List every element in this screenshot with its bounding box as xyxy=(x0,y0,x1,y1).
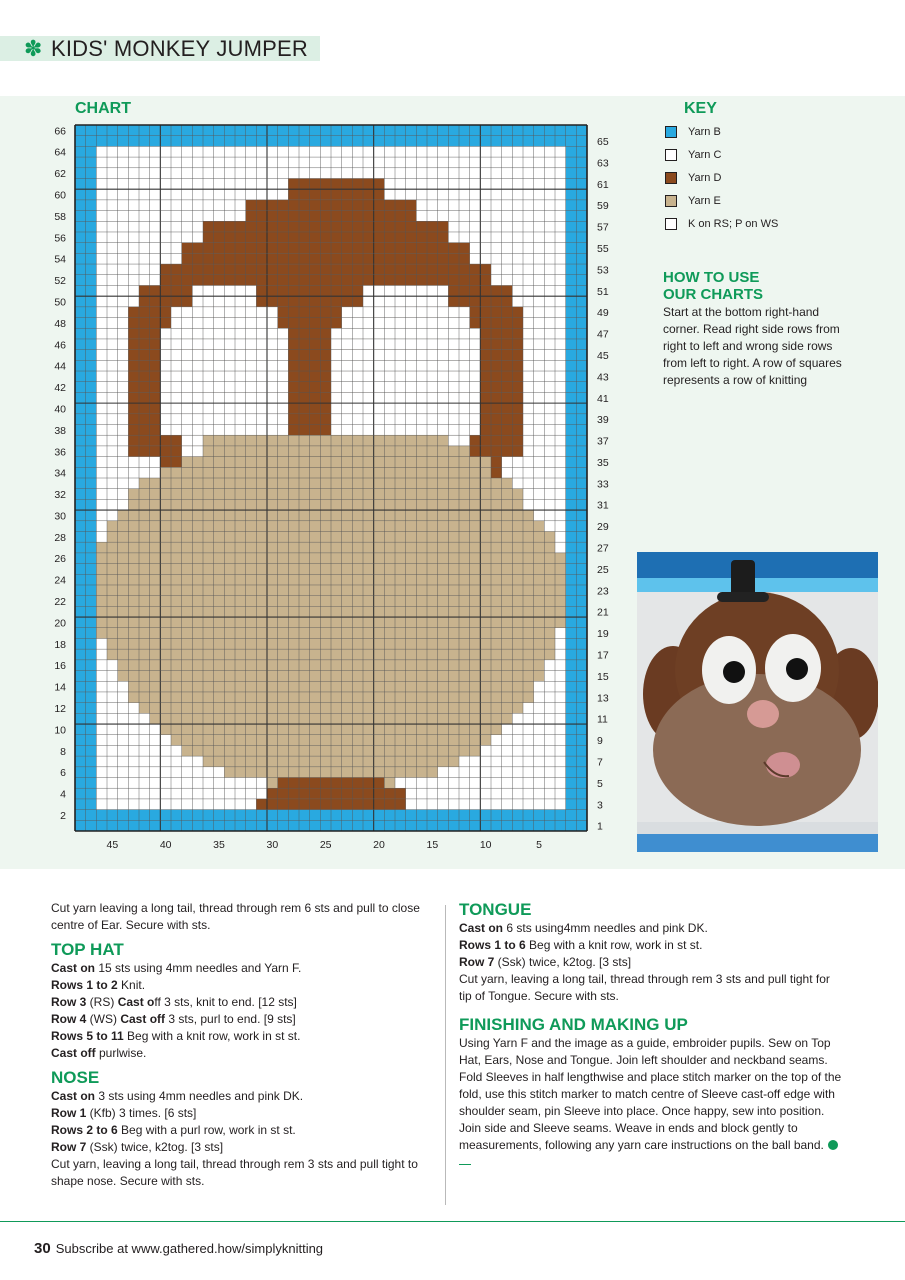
key-heading: KEY xyxy=(684,100,717,117)
column-label: 15 xyxy=(426,839,439,851)
row-label-left: 56 xyxy=(54,232,66,245)
row-label-left: 44 xyxy=(54,360,66,373)
end-mark-line xyxy=(459,1164,471,1165)
row-label-right: 43 xyxy=(597,371,609,384)
row-label-left: 6 xyxy=(60,767,66,780)
row-label-right: 59 xyxy=(597,200,609,213)
row-label-left: 32 xyxy=(54,489,66,502)
row-label-right: 15 xyxy=(597,670,609,683)
row-label-left: 40 xyxy=(54,403,66,416)
page-title: KIDS' MONKEY JUMPER xyxy=(51,36,308,61)
face-cell xyxy=(160,467,491,478)
key-swatch-icon xyxy=(665,149,677,161)
row-label-left: 64 xyxy=(54,146,66,159)
face-cell xyxy=(96,628,555,639)
row-label-right: 5 xyxy=(597,777,603,790)
row-label-right: 17 xyxy=(597,649,609,662)
row-label-left: 46 xyxy=(54,339,66,352)
page-footer xyxy=(34,1240,323,1257)
hair-cell xyxy=(288,189,384,200)
top-hat-line: Rows 5 to 11 Beg with a knit row, work in st st. xyxy=(51,1029,301,1043)
row-label-left: 26 xyxy=(54,553,66,566)
row-label-right: 19 xyxy=(597,628,609,641)
footer-text: Subscribe at www.gathered.how/simplyknitting xyxy=(55,1241,324,1256)
row-label-left: 22 xyxy=(54,596,66,609)
left-column xyxy=(51,900,433,1190)
row-label-left: 60 xyxy=(54,189,66,202)
row-label-right: 7 xyxy=(597,756,603,769)
row-label-left: 12 xyxy=(54,702,66,715)
row-label-left: 66 xyxy=(54,125,66,138)
face-cell xyxy=(139,478,512,489)
face-cell xyxy=(203,446,470,457)
row-label-right: 31 xyxy=(597,499,609,512)
key-swatch-icon xyxy=(665,126,677,138)
row-label-left: 54 xyxy=(54,253,66,266)
how-to-body: Start at the bottom right-hand corner. Read right side rows from right to left and wrong side rows from left to right. A row of squares represents a row of knitting xyxy=(663,305,842,387)
row-label-left: 24 xyxy=(54,574,66,587)
row-label-right: 49 xyxy=(597,307,609,320)
nose-line: Cut yarn, leaving a long tail, thread through rem 3 sts and pull tight to shape nose. Secure with sts. xyxy=(51,1157,418,1188)
top-hat-line: Rows 1 to 2 Knit. xyxy=(51,978,146,992)
row-label-right: 11 xyxy=(597,713,608,726)
hair-cell xyxy=(203,221,448,232)
row-label-right: 27 xyxy=(597,542,609,555)
row-label-right: 23 xyxy=(597,585,609,598)
hair-cell xyxy=(288,178,384,189)
row-label-right: 13 xyxy=(597,692,609,705)
hair-cell xyxy=(160,275,491,286)
tongue-line: Cut yarn, leaving a long tail, thread through rem 3 sts and pull tight for tip of Tongue. Secure with sts. xyxy=(459,972,830,1003)
row-label-right: 47 xyxy=(597,328,609,341)
right-column xyxy=(459,900,843,1171)
column-divider xyxy=(445,905,446,1205)
row-label-left: 52 xyxy=(54,275,66,288)
row-label-right: 39 xyxy=(597,414,609,427)
top-hat-heading: TOP HAT xyxy=(51,940,124,959)
row-label-right: 65 xyxy=(597,136,609,149)
face-cell xyxy=(128,489,523,500)
row-label-right: 53 xyxy=(597,264,609,277)
top-hat-line: Cast on 15 sts using 4mm needles and Yarn F. xyxy=(51,961,302,975)
face-cell xyxy=(203,435,448,446)
column-label: 45 xyxy=(106,839,119,851)
face-cell xyxy=(118,510,534,521)
row-label-left: 34 xyxy=(54,467,66,480)
face-cell xyxy=(182,457,491,468)
row-label-left: 20 xyxy=(54,617,66,630)
footer-rule xyxy=(0,1221,905,1222)
row-label-left: 48 xyxy=(54,317,66,330)
page-number: 30 xyxy=(34,1240,51,1257)
top-hat-line: Row 4 (WS) Cast off 3 sts, purl to end. [9 sts] xyxy=(51,1012,296,1026)
row-label-left: 36 xyxy=(54,446,66,459)
chart-heading: CHART xyxy=(75,100,131,117)
tongue-heading: TONGUE xyxy=(459,900,532,919)
column-label: 35 xyxy=(213,839,225,851)
row-label-left: 14 xyxy=(54,681,66,694)
column-label: 5 xyxy=(536,839,542,851)
column-label: 40 xyxy=(159,839,172,851)
nose-line: Row 1 (Kfb) 3 times. [6 sts] xyxy=(51,1106,197,1120)
nose-line: Row 7 (Ssk) twice, k2tog. [3 sts] xyxy=(51,1140,224,1154)
tongue-line: Rows 1 to 6 Beg with a knit row, work in st st. xyxy=(459,938,703,952)
row-label-right: 9 xyxy=(597,735,603,748)
end-mark-icon xyxy=(828,1140,838,1150)
row-label-left: 62 xyxy=(54,168,66,181)
key-swatch-icon xyxy=(665,218,677,230)
row-label-right: 55 xyxy=(597,243,609,256)
nose-heading: NOSE xyxy=(51,1068,100,1087)
finishing-heading: FINISHING AND MAKING UP xyxy=(459,1015,688,1034)
row-label-left: 18 xyxy=(54,638,66,651)
hair-cell xyxy=(203,232,448,243)
row-label-left: 2 xyxy=(60,809,66,822)
row-label-right: 3 xyxy=(597,799,603,812)
tongue-line: Row 7 (Ssk) twice, k2tog. [3 sts] xyxy=(459,955,632,969)
row-label-right: 61 xyxy=(597,178,609,191)
row-label-left: 4 xyxy=(60,788,66,801)
face-cell xyxy=(107,521,544,532)
nose-line: Cast on 3 sts using 4mm needles and pink DK. xyxy=(51,1089,304,1103)
top-hat-line: Cast off purlwise. xyxy=(51,1046,147,1060)
column-label: 10 xyxy=(479,839,492,851)
hair-cell xyxy=(182,253,470,264)
row-label-left: 58 xyxy=(54,210,66,223)
key-swatch-icon xyxy=(665,195,677,207)
row-label-right: 37 xyxy=(597,435,609,448)
row-label-left: 50 xyxy=(54,296,66,309)
row-label-right: 33 xyxy=(597,478,609,491)
row-label-left: 8 xyxy=(60,745,66,758)
row-label-left: 42 xyxy=(54,382,66,395)
clover-icon: ✽ xyxy=(24,36,43,61)
row-label-right: 25 xyxy=(597,563,609,576)
row-label-right: 29 xyxy=(597,521,609,534)
column-label: 30 xyxy=(266,839,279,851)
column-label: 25 xyxy=(319,839,332,851)
row-label-left: 10 xyxy=(54,724,66,737)
row-label-left: 30 xyxy=(54,510,66,523)
top-hat-line: Row 3 (RS) Cast off 3 sts, knit to end. [12 sts] xyxy=(51,995,297,1009)
row-label-left: 16 xyxy=(54,660,66,673)
chin-cell xyxy=(267,788,406,799)
row-label-right: 45 xyxy=(597,349,609,362)
row-label-right: 57 xyxy=(597,221,609,234)
row-label-right: 41 xyxy=(597,392,609,405)
how-to-heading: HOW TO USE OUR CHARTS xyxy=(663,269,763,303)
face-cell xyxy=(128,499,523,510)
hair-cell xyxy=(160,264,491,275)
monkey-photo xyxy=(637,552,878,852)
hair-cell xyxy=(182,243,470,254)
row-label-left: 28 xyxy=(54,531,66,544)
row-label-right: 21 xyxy=(597,606,609,619)
row-label-right: 1 xyxy=(597,820,603,833)
key-swatch-icon xyxy=(665,172,677,184)
ear-finish-text: Cut yarn leaving a long tail, thread through rem 6 sts and pull to close centre of Ear. Secure with sts. xyxy=(51,901,420,932)
row-label-right: 51 xyxy=(597,285,609,298)
tongue-line: Cast on 6 sts using4mm needles and pink DK. xyxy=(459,921,708,935)
row-label-right: 63 xyxy=(597,157,609,170)
row-label-right: 35 xyxy=(597,456,609,469)
row-label-left: 38 xyxy=(54,424,66,437)
column-label: 20 xyxy=(373,839,385,851)
nose-line: Rows 2 to 6 Beg with a purl row, work in st st. xyxy=(51,1123,296,1137)
face-cell xyxy=(96,542,555,553)
finishing-body: Using Yarn F and the image as a guide, embroider pupils. Sew on Top Hat, Ears, Nose and Tongue. Join left shoulder and neckband seams. Fold Sleeves in half lengthwise and place stitch marker on the top of the fold, use this stitch marker to match centre of Sleeve cast-off edge with shoulder seam, pin Sleeve into place. Once happy, sew into position. Join side and Sleeve seams. Weave in ends and block gently to measurements, following any yarn care instructions on the ball band. xyxy=(459,1035,843,1171)
